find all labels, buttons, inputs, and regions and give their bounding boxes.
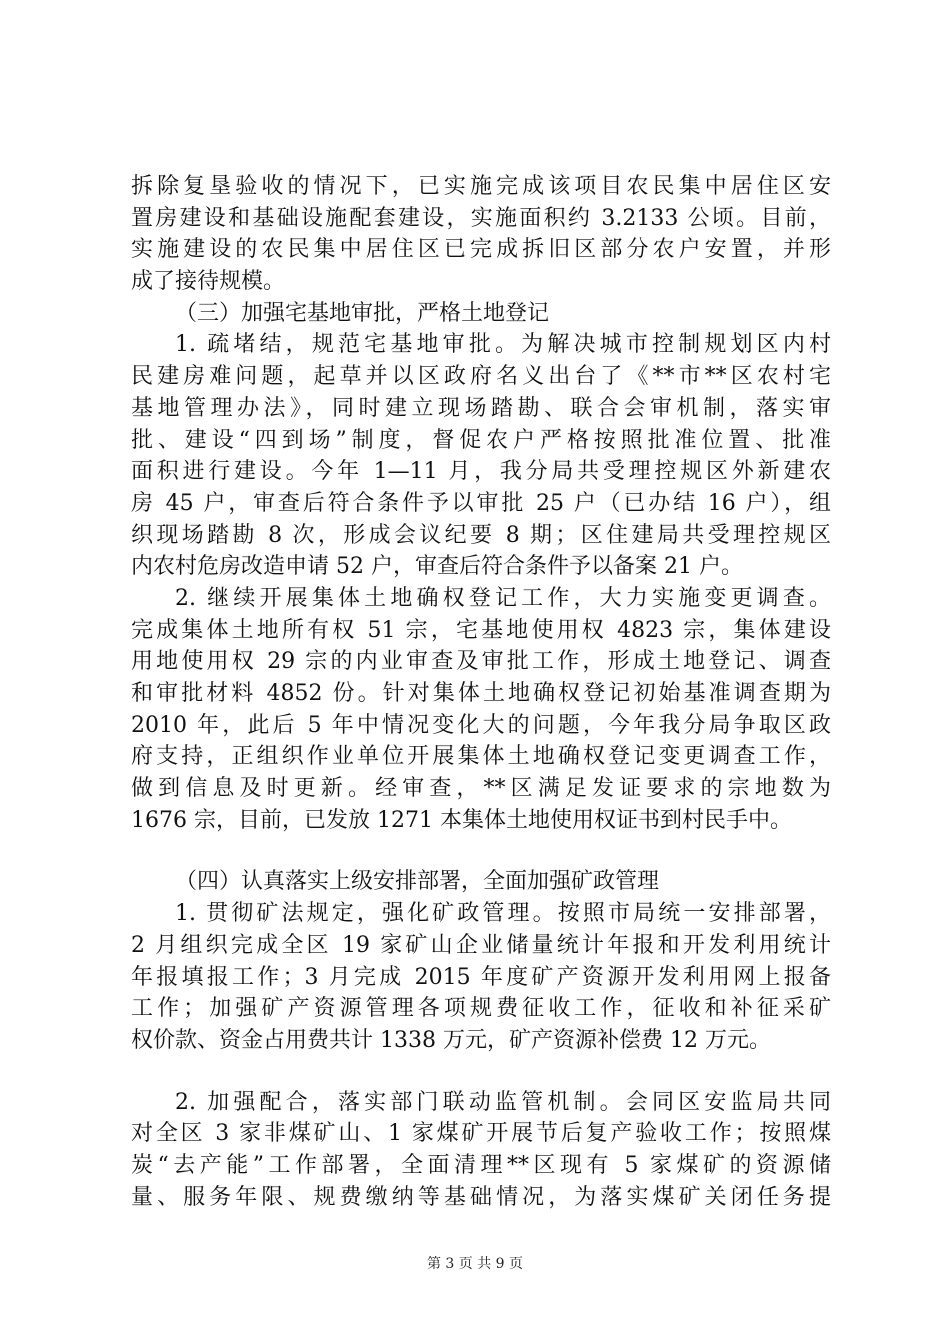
section-heading: （四）认真落实上级安排部署，全面加强矿政管理 (175, 869, 660, 895)
text-line: 置房建设和基础设施配套建设，实施面积约 3.2133 公顷。目前， (131, 205, 831, 231)
text-line: 府支持，正组织作业单位开展集体土地确权登记变更调查工作， (131, 744, 831, 770)
text-line: 完成集体土地所有权 51 宗，宅基地使用权 4823 宗，集体建设 (131, 617, 831, 643)
text-line: 对全区 3 家非煤矿山、1 家煤矿开展节后复产验收工作；按照煤 (131, 1121, 831, 1147)
text-line: 民建房难问题，起草并以区政府名义出台了《**市**区农村宅 (131, 364, 831, 390)
text-line: 1. 贯彻矿法规定，强化矿政管理。按照市局统一安排部署， (175, 901, 831, 927)
section-heading: （三）加强宅基地审批，严格土地登记 (175, 300, 550, 326)
document-body (131, 171, 831, 1213)
text-line: 房 45 户，审查后符合条件予以审批 25 户（已办结 16 户），组 (131, 490, 831, 516)
text-line: 2. 加强配合，落实部门联动监管机制。会同区安监局共同 (175, 1089, 831, 1115)
text-line: 2 月组织完成全区 19 家矿山企业储量统计年报和开发利用统计 (131, 932, 831, 958)
text-line: 年报填报工作；3 月完成 2015 年度矿产资源开发利用网上报备 (131, 964, 831, 990)
text-line: 和审批材料 4852 份。针对集体土地确权登记初始基准调查期为 (131, 681, 831, 706)
text-line: 用地使用权 29 宗的内业审查及审批工作，形成土地登记、调查 (131, 649, 831, 675)
text-line: 2. 继续开展集体土地确权登记工作，大力实施变更调查。 (175, 585, 831, 611)
text-line: 实施建设的农民集中居住区已完成拆旧区部分农户安置，并形 (131, 237, 831, 263)
text-line: 1. 疏堵结，规范宅基地审批。为解决城市控制规划区内村 (175, 332, 831, 358)
text-line: 内农村危房改造申请 52 户，审查后符合条件予以备案 21 户。 (131, 554, 743, 580)
text-line: 2010 年，此后 5 年中情况变化大的问题，今年我分局争取区政 (131, 712, 831, 738)
text-line: 成了接待规模。 (131, 269, 286, 295)
paragraph-gap (131, 1057, 831, 1087)
text-line: 权价款、资金占用费共计 1338 万元，矿产资源补偿费 12 万元。 (131, 1027, 771, 1053)
text-line: 炭“去产能”工作部署，全面清理**区现有 5 家煤矿的资源储 (131, 1152, 831, 1178)
text-line: 量、服务年限、规费缴纳等基础情况，为落实煤矿关闭任务提 (131, 1184, 831, 1210)
text-line: 做到信息及时更新。经审查，**区满足发证要求的宗地数为 (131, 776, 831, 802)
text-line: 基地管理办法》，同时建立现场踏勘、联合会审机制，落实审 (131, 395, 831, 421)
page-number: 第 3 页 共 9 页 (426, 1256, 524, 1272)
text-line: 批、建设“四到场”制度，督促农户严格按照批准位置、批准 (131, 427, 831, 453)
text-line: 1676 宗，目前，已发放 1271 本集体土地使用权证书到村民手中。 (131, 807, 792, 833)
text-line: 织现场踏勘 8 次，形成会议纪要 8 期；区住建局共受理控规区 (131, 522, 831, 548)
text-line: 拆除复垦验收的情况下，已实施完成该项目农民集中居住区安 (131, 174, 831, 199)
paragraph-gap (131, 836, 831, 866)
text-line: 面积进行建设。今年 1—11 月，我分局共受理控规区外新建农 (131, 459, 831, 485)
page-footer (0, 1253, 950, 1273)
text-line: 工作；加强矿产资源管理各项规费征收工作，征收和补征采矿 (131, 996, 831, 1022)
